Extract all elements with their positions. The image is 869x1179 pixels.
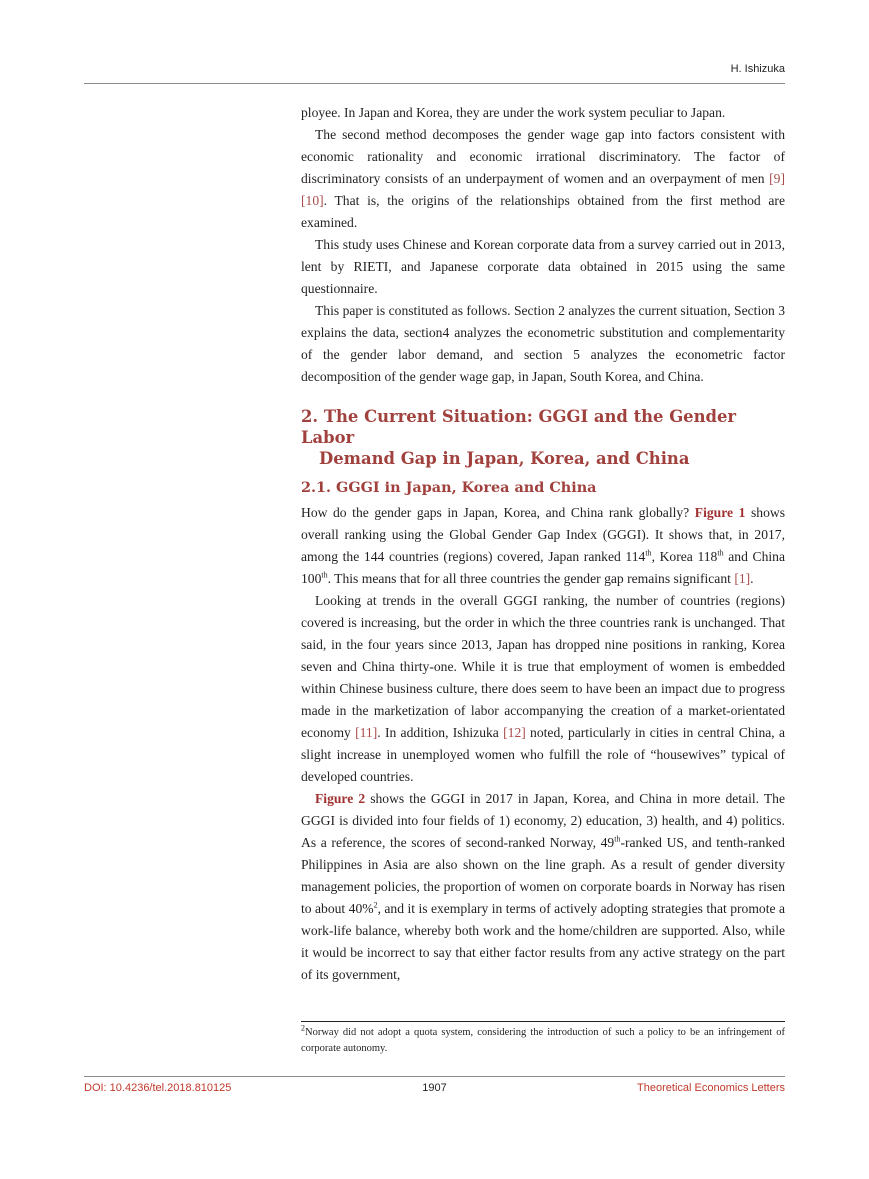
- citation-1[interactable]: [1]: [734, 571, 751, 586]
- citation-11[interactable]: [11]: [355, 725, 378, 740]
- footer-page-number: 1907: [422, 1082, 447, 1094]
- section-2-heading: 2. The Current Situation: GGGI and the Gender Labor Demand Gap in Japan, Korea, and China: [301, 407, 737, 468]
- figure-1-link[interactable]: Figure 1: [694, 505, 746, 520]
- citation-9[interactable]: [9]: [769, 171, 785, 186]
- main-text: [301, 102, 785, 986]
- paragraph-gggi-ranking: How do the gender gaps in Japan, Korea, and China rank globally? Figure 1 shows overall ranking using the Global Gender Gap Index (GGGI). It shows that, in 2017, among the 144 countries (regions) covered, Japan ranked 114th, Korea 118th and China 100th. This means that for all three countries the gender gap remains significant [1].: [301, 505, 786, 586]
- footer-journal-name[interactable]: Theoretical Economics Letters: [637, 1082, 785, 1094]
- footer-divider: [84, 1076, 785, 1077]
- citation-10[interactable]: [10]: [301, 193, 324, 208]
- paragraph-second-method: The second method decomposes the gender wage gap into factors consistent with economic rationality and economic irrational discriminatory. The factor of discriminatory consists of an underpayment of women and an overpayment of men [9] [10]. That is, the origins of the relationships obtained from the first method are examined.: [301, 127, 785, 230]
- figure-2-link[interactable]: Figure 2: [315, 791, 366, 806]
- running-header-author: H. Ishizuka: [730, 63, 785, 75]
- footnote-divider: [301, 1021, 785, 1022]
- footnote-2: $^2$Norway did not adopt a quota system, considering the introduction of such a policy to be an infringement of corporate autonomy.: [301, 1023, 785, 1054]
- paragraph-structure: This paper is constituted as follows. Section 2 analyzes the current situation, Section 3 explains the data, section4 analyzes the econometric substitution and complementarity of the gender labor demand, and section 5 analyzes the econometric factor decomposition of the gender wage gap, in Japan, South Korea, and China.: [301, 303, 786, 384]
- footnote-marker-2[interactable]: 2: [373, 900, 378, 910]
- paragraph-gggi-trends: Looking at trends in the overall GGGI ranking, the number of countries (regions) covered is increasing, but the order in which the three countries rank is unchanged. That said, in the four years since 2013, Japan has dropped nine positions in ranking, Korea seven and China thirty-one. While it is true that employment of women is embedded within Chinese business culture, there does seem to have been an impact due to progress made in the marketization of labor accompanying the creation of a market-orientated economy [11]. In addition, Ishizuka [12] noted, particularly in cities in central China, a slight increase in unemployed women who fulfill the role of “housewives” typical of developed countries.: [301, 593, 785, 784]
- section-2-1-heading: 2.1. GGGI in Japan, Korea and China: [301, 479, 597, 496]
- footer-doi[interactable]: DOI: 10.4236/tel.2018.810125: [84, 1082, 232, 1094]
- paragraph-gggi-detail: Figure 2 shows the GGGI in 2017 in Japan, Korea, and China in more detail. The GGGI is divided into four fields of 1) economy, 2) education, 3) health, and 4) politics. As a reference, the scores of second-ranked Norway, 49th-ranked US, and tenth-ranked Philippines in Asia are also shown on the line graph. As a result of gender diversity management policies, the proportion of women on corporate boards in Norway has risen to about 40%$^2$, and it is exemplary in terms of actively adopting strategies that promote a work-life balance, whereby both work and the home/children are supported. Also, while it would be incorrect to say that either factor results from any active strategy on the part of its government,: [301, 791, 785, 982]
- paragraph-continuation: ployee. In Japan and Korea, they are under the work system peculiar to Japan.: [301, 105, 726, 120]
- header-divider: [84, 83, 785, 84]
- paragraph-data-source: This study uses Chinese and Korean corporate data from a survey carried out in 2013, lent by RIETI, and Japanese corporate data obtained in 2015 using the same questionnaire.: [301, 237, 785, 296]
- citation-12[interactable]: [12]: [503, 725, 526, 740]
